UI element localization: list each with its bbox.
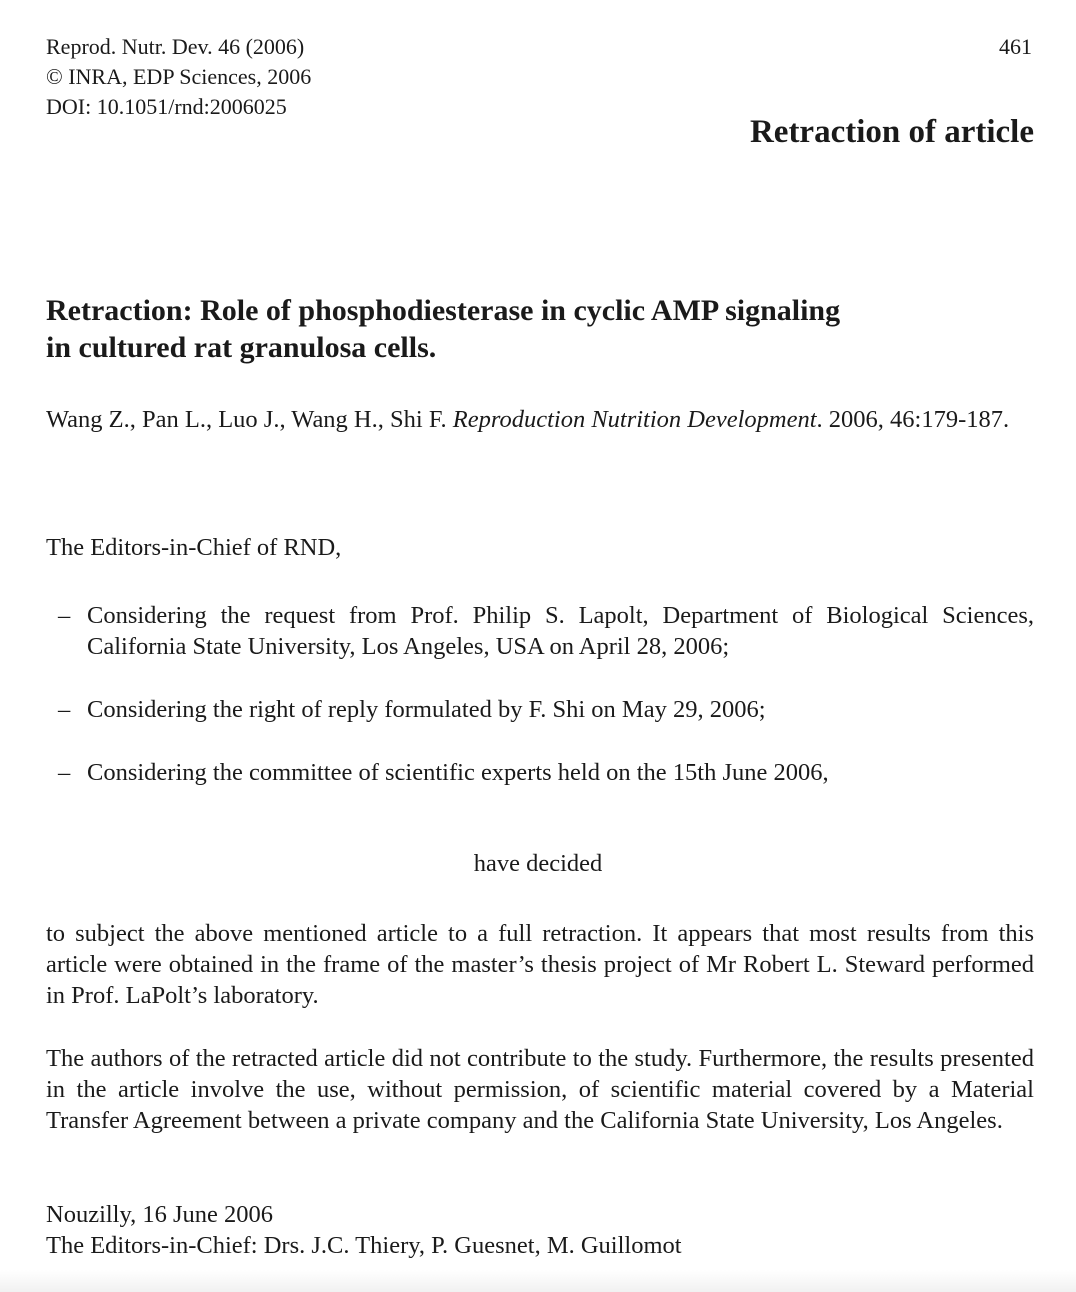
page-number: 461 [999,34,1032,59]
retraction-paragraph: to subject the above mentioned article to a full retraction. It appears that most results from this article were obtained in the frame of the master’s thesis project of Mr Robert L. Steward performed in Prof. LaPolt’s laboratory. [46,920,1034,1009]
list-item [46,600,1034,662]
doi-line: DOI: 10.1051/rnd:2006025 [46,94,287,119]
copyright-line: © INRA, EDP Sciences, 2006 [46,64,312,89]
article-title [46,292,986,366]
salutation: The Editors-in-Chief of RND, [46,534,342,561]
page-bottom-shade [0,1270,1076,1292]
citation-journal: Reproduction Nutrition Development [452,406,817,433]
article-title-line-2: in cultured rat granulosa cells. [46,331,437,364]
list-item [46,757,1034,788]
article-title-line-1: Retraction: Role of phosphodiesterase in cyclic AMP signaling [46,294,841,327]
place-date: Nouzilly, 16 June 2006 [46,1201,274,1228]
list-item [46,694,1034,725]
list-dash: – [58,696,71,723]
citation-authors: Wang Z., Pan L., Luo J., Wang H., Shi F. [46,406,453,433]
consideration-text: Considering the right of reply formulated by F. Shi on May 29, 2006; [87,696,766,723]
citation-details: . 2006, 46:179-187. [816,406,1010,433]
authors-paragraph: The authors of the retracted article did not contribute to the study. Furthermore, the results presented in the article involve the use, without permission, of scientific material covered by a Material Transfer Agreement between a private company and the California State University, Los Angeles. [46,1045,1034,1134]
list-dash: – [58,602,71,629]
journal-info [46,32,311,122]
decision-statement: have decided [473,850,603,877]
consideration-text: Considering the request from Prof. Philip S. Lapolt, Department of Biological Sciences, California State University, Los Angeles, USA on April 28, 2006; [87,602,1034,660]
considerations-list [46,600,1034,820]
journal-citation-line: Reprod. Nutr. Dev. 46 (2006) [46,34,305,59]
signoff [46,1199,682,1261]
consideration-text: Considering the committee of scientific experts held on the 15th June 2006, [87,759,829,786]
editors-signature: The Editors-in-Chief: Drs. J.C. Thiery, P. Guesnet, M. Guillomot [46,1232,682,1259]
list-dash: – [58,759,71,786]
section-heading: Retraction of article [749,114,1034,150]
article-citation [46,404,1034,435]
